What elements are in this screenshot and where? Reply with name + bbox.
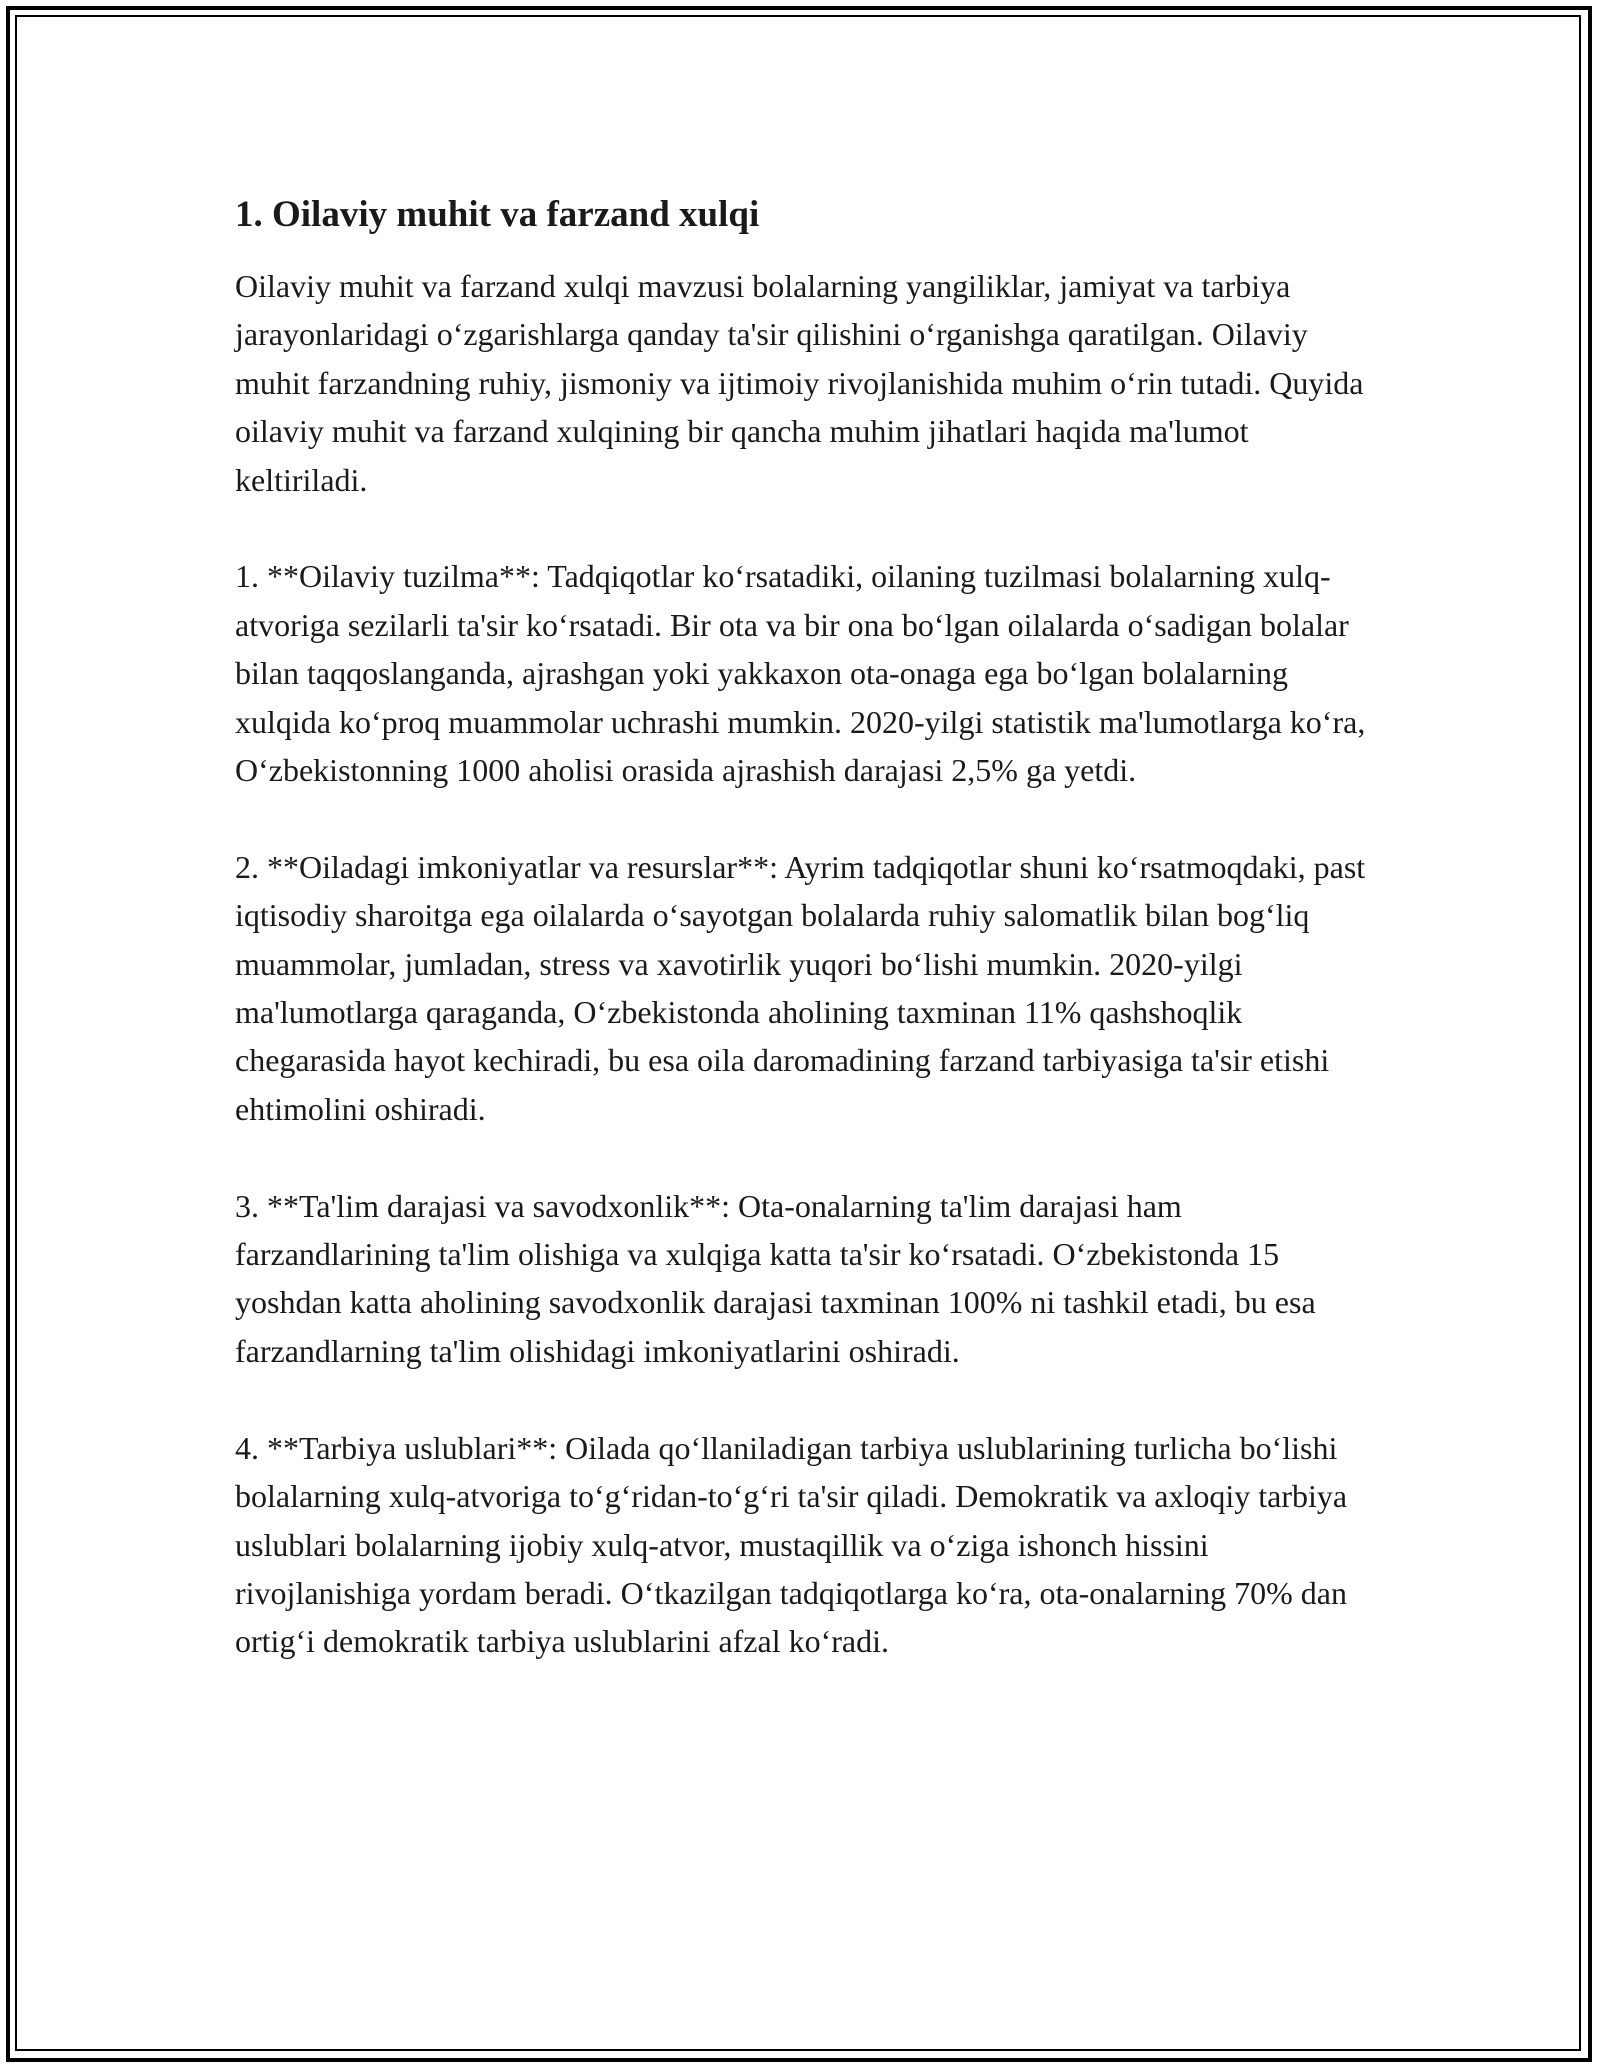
intro-paragraph: Oilaviy muhit va farzand xulqi mavzusi bolalarning yangiliklar, jamiyat va tarbiya jarayonlaridagi oʻzgarishlarga qanday ta'sir qilishini oʻrganishga qaratilgan. Oilaviy muhit farzandning ruhiy, jismoniy va ijtimoiy rivojlanishida muhim oʻrin tutadi. Quyida oilaviy muhit va farzand xulqining bir qancha muhim jihatlari haqida ma'lumot keltiriladi.	[235, 268, 1364, 498]
paragraph-family-resources: 2. **Oiladagi imkoniyatlar va resurslar**: Ayrim tadqiqotlar shuni koʻrsatmoqdaki, past iqtisodiy sharoitga ega oilalarda oʻsayotgan bolalarda ruhiy salomatlik bilan bogʻliq muammolar, jumladan, stress va xavotirlik yuqori boʻlishi mumkin. 2020-yilgi ma'lumotlarga qaraganda, Oʻzbekistonda aholining taxminan 11% qashshoqlik chegarasida hayot kechiradi, bu esa oila daromadining farzand tarbiyasiga ta'sir etishi ehtimolini oshiradi.	[235, 848, 1366, 1127]
paragraph-family-structure: 1. **Oilaviy tuzilma**: Tadqiqotlar koʻrsatadiki, oilaning tuzilmasi bolalarning xulq-atvoriga sezilarli ta'sir koʻrsatadi. Bir ota va bir ona boʻlgan oilalarda oʻsadigan bolalar bilan taqqoslanganda, ajrashgan yoki yakkaxon ota-onaga ega boʻlgan bolalarning xulqida koʻproq muammolar uchrashi mumkin. 2020-yilgi statistik ma'lumotlarga koʻra, Oʻzbekistonning 1000 aholisi orasida ajrashish darajasi 2,5% ga yetdi.	[235, 558, 1366, 789]
paragraph-parenting-styles: 4. **Tarbiya uslublari**: Oilada qoʻllaniladigan tarbiya uslublarining turlicha boʻlishi bolalarning xulq-atvoriga toʻgʻridan-toʻgʻri ta'sir qiladi. Demokratik va axloqiy tarbiya uslublari bolalarning ijobiy xulq-atvor, mustaqillik va oʻziga ishonch hissini rivojlanishiga yordam beradi. Oʻtkazilgan tadqiqotlarga koʻra, ota-onalarning 70% dan ortigʻi demokratik tarbiya uslublarini afzal koʻradi.	[235, 1429, 1348, 1660]
document-body	[235, 190, 1375, 1714]
section-heading: 1. Oilaviy muhit va farzand xulqi	[235, 194, 760, 235]
paragraph-education-literacy: 3. **Ta'lim darajasi va savodxonlik**: Ota-onalarning ta'lim darajasi ham farzandlarining ta'lim olishiga va xulqiga katta ta'sir koʻrsatadi. Oʻzbekistonda 15 yoshdan katta aholining savodxonlik darajasi taxminan 100% ni tashkil etadi, bu esa farzandlarning ta'lim olishidagi imkoniyatlarini oshiradi.	[235, 1187, 1316, 1369]
